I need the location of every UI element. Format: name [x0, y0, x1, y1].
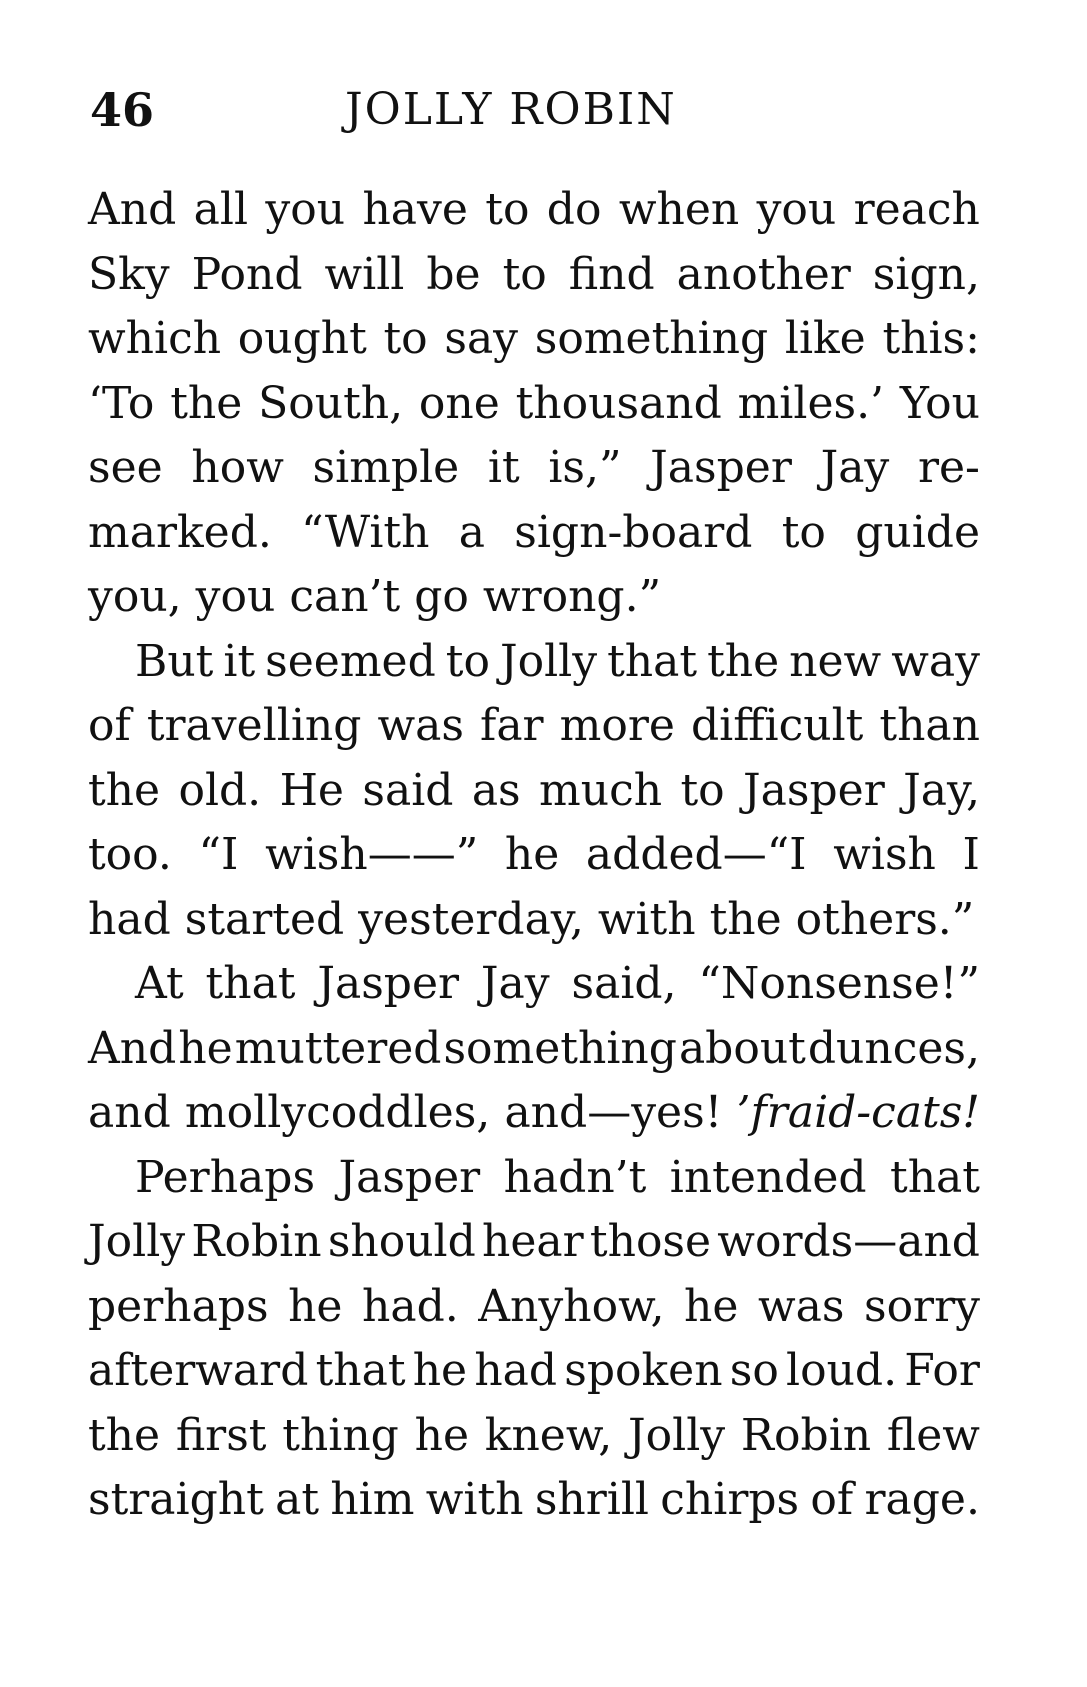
word: hear — [482, 1216, 584, 1267]
page-number: 46 — [90, 83, 155, 137]
word: travelling — [146, 700, 362, 751]
word: to — [485, 184, 530, 235]
word: he — [684, 1280, 739, 1332]
text-line — [88, 630, 980, 695]
word: see — [88, 442, 163, 493]
text-line — [88, 307, 980, 372]
word: another — [676, 248, 851, 300]
word: loud. — [786, 1345, 898, 1396]
word: go — [414, 571, 469, 622]
word: that — [205, 958, 296, 1009]
word: ‘To — [88, 377, 155, 429]
word: how — [191, 442, 284, 493]
word: ’fraid-cats! — [736, 1087, 980, 1138]
text-line — [88, 1404, 980, 1469]
word: Sky — [88, 248, 170, 300]
word: can’t — [289, 571, 401, 622]
word: I — [962, 829, 980, 880]
word: wish——” — [265, 829, 479, 880]
text-line — [88, 372, 980, 437]
word: it — [487, 442, 520, 493]
word: to — [680, 764, 725, 816]
word: knew, — [484, 1409, 613, 1461]
word: like — [784, 313, 866, 364]
word: you — [756, 184, 837, 235]
word: Robin — [191, 1216, 322, 1267]
word: rage. — [864, 1474, 980, 1525]
word: spoken — [564, 1345, 723, 1396]
word: thousand — [515, 377, 722, 429]
word: And — [88, 184, 177, 235]
word: you — [265, 184, 346, 235]
word: mollycoddles, — [184, 1087, 491, 1138]
word: those — [589, 1216, 712, 1267]
word: that — [890, 1151, 980, 1203]
text-line — [88, 823, 980, 888]
word: to — [445, 635, 490, 687]
word: “With — [301, 506, 430, 558]
word: Jolly — [88, 1216, 186, 1267]
word: Pond — [191, 248, 303, 300]
word: chirps — [660, 1474, 800, 1525]
word: Jasper — [338, 1151, 481, 1203]
body-text — [88, 178, 980, 1533]
word: perhaps — [88, 1280, 269, 1332]
word: something — [534, 313, 769, 364]
word: simple — [312, 442, 460, 493]
word: you, — [88, 571, 182, 622]
word: And — [88, 1022, 177, 1074]
word: much — [539, 764, 663, 816]
word: wrong.” — [482, 571, 662, 622]
word: ought — [237, 313, 367, 364]
word: new — [789, 635, 882, 687]
word: and — [88, 1087, 171, 1138]
word: as — [471, 764, 521, 816]
word: something — [443, 1022, 677, 1074]
word: to — [383, 313, 428, 364]
text-line — [88, 436, 980, 501]
word: was — [377, 700, 464, 751]
word: thing — [282, 1409, 399, 1461]
word: too. — [88, 829, 172, 880]
word: started — [184, 893, 345, 945]
word: had — [474, 1345, 558, 1396]
word: intended — [669, 1151, 867, 1203]
word: sign-board — [514, 506, 753, 558]
word: and—yes! — [504, 1087, 723, 1138]
text-line — [88, 888, 980, 953]
word: the — [707, 635, 780, 687]
word: reach — [853, 184, 980, 235]
running-head — [90, 80, 970, 140]
word: Jay — [480, 958, 550, 1009]
word: guide — [855, 506, 980, 558]
text-line — [88, 1017, 980, 1082]
text-line — [88, 1210, 980, 1275]
word: afterward — [88, 1345, 309, 1396]
text-line — [88, 759, 980, 824]
word: re- — [917, 442, 980, 493]
word: Jolly — [499, 635, 598, 687]
word: sign, — [872, 248, 980, 300]
word: others.” — [795, 893, 975, 945]
word: hadn’t — [503, 1151, 647, 1203]
word: had. — [362, 1280, 459, 1332]
word: the — [170, 377, 243, 429]
word: dunces, — [807, 1022, 980, 1074]
word: Jasper — [317, 958, 460, 1009]
word: than — [879, 700, 980, 751]
word: more — [559, 700, 675, 751]
word: the — [88, 764, 161, 816]
word: Jay, — [903, 764, 980, 816]
word: find — [568, 248, 655, 300]
text-line — [88, 565, 980, 630]
word: said, — [571, 958, 677, 1009]
word: it — [223, 635, 256, 687]
book-title: JOLLY ROBIN — [345, 84, 677, 135]
word: wish — [833, 829, 936, 880]
word: straight — [88, 1474, 264, 1525]
word: added—“I — [585, 829, 807, 880]
word: difficult — [691, 700, 864, 751]
word: is,” — [548, 442, 622, 493]
word: you — [195, 571, 276, 622]
word: But — [135, 635, 214, 687]
word: the — [88, 1409, 161, 1461]
text-line — [88, 694, 980, 759]
word: way — [891, 635, 980, 687]
word: he — [178, 1022, 233, 1074]
word: For — [904, 1345, 980, 1396]
word: Perhaps — [135, 1151, 316, 1203]
word: he — [288, 1280, 343, 1332]
word: that — [315, 1345, 406, 1396]
text-line — [88, 501, 980, 566]
word: this: — [882, 313, 980, 364]
word: South, — [258, 377, 404, 429]
word: old. — [178, 764, 262, 816]
text-line — [88, 1339, 980, 1404]
word: about — [678, 1022, 806, 1074]
word: “I — [198, 829, 239, 880]
word: with — [425, 1474, 524, 1525]
word: marked. — [88, 506, 272, 558]
word: sorry — [863, 1280, 980, 1332]
word: that — [607, 635, 698, 687]
word: had — [88, 893, 171, 945]
word: of — [810, 1474, 854, 1525]
word: he — [412, 1345, 468, 1396]
word: will — [324, 248, 405, 300]
word: words—and — [717, 1216, 980, 1267]
word: to — [781, 506, 826, 558]
word: all — [193, 184, 249, 235]
word: do — [546, 184, 602, 235]
word: Anyhow, — [478, 1280, 665, 1332]
word: have — [362, 184, 468, 235]
word: to — [502, 248, 547, 300]
word: one — [418, 377, 500, 429]
word: At — [135, 958, 184, 1009]
word: He — [279, 764, 344, 816]
word: far — [480, 700, 544, 751]
text-line — [88, 178, 980, 243]
word: say — [444, 313, 519, 364]
text-line — [88, 952, 980, 1017]
text-line — [88, 1146, 980, 1211]
word: when — [618, 184, 740, 235]
word: shrill — [534, 1474, 649, 1525]
word: of — [88, 700, 131, 751]
text-line — [88, 1081, 980, 1146]
word: flew — [886, 1409, 980, 1461]
word: was — [757, 1280, 845, 1332]
word: which — [88, 313, 222, 364]
word: should — [327, 1216, 476, 1267]
word: at — [275, 1474, 320, 1525]
word: the — [709, 893, 782, 945]
word: Jasper — [743, 764, 885, 816]
word: seemed — [265, 635, 436, 687]
word: him — [330, 1474, 415, 1525]
word: Jay — [820, 442, 890, 493]
word: with — [597, 893, 696, 945]
word: Robin — [740, 1409, 872, 1461]
word: said — [362, 764, 454, 816]
word: he — [504, 829, 560, 880]
word: he — [414, 1409, 470, 1461]
word: yesterday, — [358, 893, 584, 945]
word: Jasper — [650, 442, 792, 493]
word: Jolly — [628, 1409, 726, 1461]
word: first — [175, 1409, 267, 1461]
word: be — [426, 248, 481, 300]
text-line — [88, 1275, 980, 1340]
word: You — [899, 377, 980, 429]
text-line — [88, 243, 980, 308]
word: “Nonsense!” — [698, 958, 980, 1009]
word: so — [729, 1345, 779, 1396]
text-line — [88, 1468, 980, 1533]
word: a — [458, 506, 485, 558]
word: muttered — [234, 1022, 442, 1074]
word: miles.’ — [737, 377, 885, 429]
